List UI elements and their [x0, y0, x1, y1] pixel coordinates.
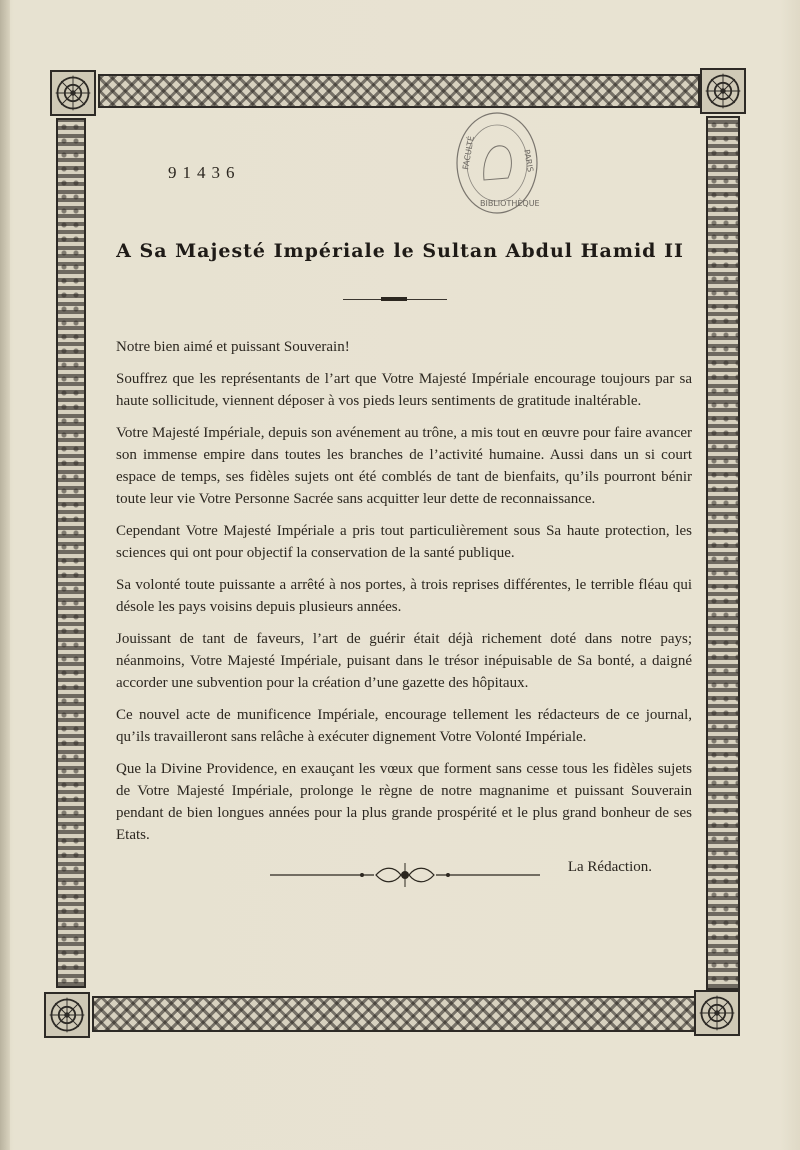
corner-rosette-top-right	[700, 68, 746, 114]
corner-rosette-top-left	[50, 70, 96, 116]
paragraph: Votre Majesté Impériale, depuis son avénement au trône, a mis tout en œuvre pour faire avancer son immense empire dans toutes les branches de l’activité humaine. Aussi dans un si court espace de temps, ses fidèles sujets ont été comblés de tant de bienfaits, qu’ils pourront bénir toute leur vie Votre Personne Sacrée sans acquitter leur dette de reconnaissance.	[116, 425, 692, 507]
paragraph: Sa volonté toute puissante a arrêté à nos portes, à trois reprises différentes, le terrible fléau qui désole les pays voisins depuis plusieurs années.	[116, 577, 692, 615]
paragraph: Que la Divine Providence, en exauçant les vœux que forment sans cesse tous les fidèles sujets de Votre Majesté Impériale, prolonge le règne de notre magnanime et puissant Souverain pendant de bien longues années pour la plus grande prospérité et le plus grand bonheur de ses Etats.	[116, 761, 692, 843]
paragraph: Souffrez que les représentants de l’art que Votre Majesté Impériale encourage toujours par sa haute sollicitude, viennent déposer à vos pieds leurs sentiments de gratitude inaltérable.	[116, 371, 692, 409]
library-stamp	[454, 110, 540, 216]
svg-text:PARIS: PARIS	[522, 148, 535, 173]
letter-body	[116, 336, 692, 878]
svg-text:FACULTÉ: FACULTÉ	[461, 135, 476, 171]
paragraph: Ce nouvel acte de munificence Impériale, encourage tellement les rédacteurs de ce journal, qu’ils travailleront sans relâche à exécuter dignement Votre Volonté Impériale.	[116, 707, 692, 745]
reference-number: 91436	[168, 163, 241, 182]
border-top-band	[98, 74, 700, 108]
page-title: A Sa Majesté Impériale le Sultan Abdul Hamid II	[116, 240, 684, 262]
paragraph: Jouissant de tant de faveurs, l’art de guérir était déjà richement doté dans notre pays; néanmoins, Votre Majesté Impériale, puisant dans le trésor inépuisable de Sa bonté, a daigné accorder une subvention pour la création d’une gazette des hôpitaux.	[116, 631, 692, 691]
corner-rosette-bottom-right	[694, 990, 740, 1036]
title-divider	[343, 299, 447, 300]
border-bottom-band	[92, 996, 696, 1032]
paragraph-salutation: Notre bien aimé et puissant Souverain!	[116, 339, 350, 355]
page-binding-edge	[0, 0, 10, 1150]
paragraph: Cependant Votre Majesté Impériale a pris tout particulièrement sous Sa haute protection, les sciences qui ont pour objectif la conservation de la santé publique.	[116, 523, 692, 561]
closing-ornament	[270, 862, 540, 888]
signature: La Rédaction.	[567, 859, 652, 875]
corner-rosette-bottom-left	[44, 992, 90, 1038]
svg-text:BIBLIOTHÈQUE: BIBLIOTHÈQUE	[480, 199, 540, 208]
border-right-band	[706, 116, 740, 990]
border-left-band	[56, 118, 86, 988]
